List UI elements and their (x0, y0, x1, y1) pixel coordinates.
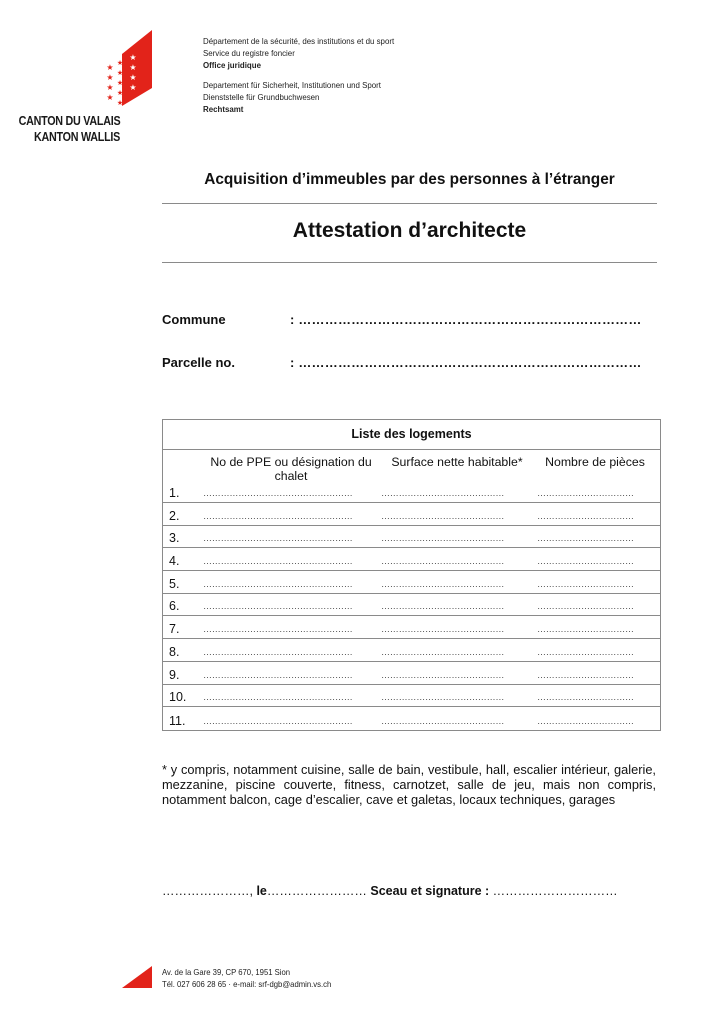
commune-label: Commune (162, 312, 226, 327)
surface-field[interactable]: …………………………………… (381, 533, 505, 544)
rooms-field[interactable]: …………………………… (537, 624, 634, 635)
svg-text:★: ★ (106, 83, 114, 92)
table-row (163, 548, 660, 571)
row-number: 5. (169, 576, 180, 591)
svg-text:★: ★ (129, 73, 137, 82)
surface-field[interactable]: …………………………………… (381, 646, 505, 657)
table-row (163, 526, 660, 549)
ppe-designation-field[interactable]: …………………………………………… (203, 533, 353, 544)
parcelle-label: Parcelle no. (162, 355, 235, 370)
surface-field[interactable]: …………………………………… (381, 715, 505, 726)
divider (162, 262, 657, 263)
footnote: * y compris, notamment cuisine, salle de bain, vestibule, hall, escalier intérieur, galerie, mezzanine, piscine couverte, fitness, carnotzet, salle de jeu, mais non compris, notamment balcon, cage d’escalier, cave et galetas, locaux techniques, garages (162, 762, 656, 807)
svg-text:★: ★ (116, 100, 124, 106)
row-number: 7. (169, 622, 180, 637)
row-number: 11. (169, 713, 186, 728)
ppe-designation-field[interactable]: …………………………………………… (203, 715, 353, 726)
surface-field[interactable]: …………………………………… (381, 692, 505, 703)
signature-line (162, 884, 657, 898)
commune-field[interactable]: : …………………………………………………………………… (290, 312, 642, 327)
svg-text:★: ★ (129, 63, 137, 72)
svg-text:★: ★ (116, 70, 124, 77)
rooms-field[interactable]: …………………………… (537, 533, 634, 544)
ppe-designation-field[interactable]: …………………………………………… (203, 488, 353, 498)
ppe-designation-field[interactable]: …………………………………………… (203, 646, 353, 657)
table-row (163, 571, 660, 594)
ppe-designation-field[interactable]: …………………………………………… (203, 669, 353, 680)
document-title: Attestation d’architecte (292, 219, 527, 242)
housing-list-table (162, 419, 661, 731)
service-de-name: Dienststelle für Grundbuchwesen (203, 92, 320, 102)
row-number: 9. (169, 667, 180, 682)
date-field[interactable]: …………………… (266, 884, 371, 898)
table-title: Liste des logements (163, 420, 660, 450)
footer-address: Av. de la Gare 39, CP 670, 1951 Sion (162, 967, 291, 977)
parcelle-field[interactable]: : …………………………………………………………………… (290, 355, 642, 370)
footer-contact: Tél. 027 606 28 65 · e-mail: srf-dgb@admin.vs.ch (162, 979, 332, 989)
logo-canton-de: KANTON WALLIS (33, 130, 120, 144)
footer-triangle-icon (122, 966, 152, 988)
svg-text:★: ★ (129, 83, 137, 92)
row-number: 10. (169, 690, 187, 705)
column-header-ppe: No de PPE ou désignation du chalet (210, 455, 372, 483)
table-row (163, 481, 660, 503)
row-number: 8. (169, 644, 180, 659)
rooms-field[interactable]: …………………………… (537, 669, 634, 680)
ppe-designation-field[interactable]: …………………………………………… (203, 556, 353, 567)
svg-text:★: ★ (106, 73, 114, 82)
surface-field[interactable]: …………………………………… (381, 601, 505, 612)
ppe-designation-field[interactable]: …………………………………………… (203, 578, 353, 589)
rooms-field[interactable]: …………………………… (537, 715, 634, 726)
svg-text:★: ★ (116, 60, 124, 67)
surface-field[interactable]: …………………………………… (381, 488, 505, 498)
date-label: le (252, 884, 267, 898)
svg-text:★: ★ (116, 90, 124, 97)
divider (162, 203, 657, 204)
svg-text:★: ★ (106, 93, 114, 102)
table-row (163, 503, 660, 526)
surface-field[interactable]: …………………………………… (381, 556, 505, 567)
svg-text:★: ★ (129, 53, 137, 62)
ppe-designation-field[interactable]: …………………………………………… (203, 601, 353, 612)
rooms-field[interactable]: …………………………… (537, 578, 634, 589)
surface-field[interactable]: …………………………………… (381, 624, 505, 635)
table-row (163, 685, 660, 708)
table-row (163, 617, 660, 640)
rooms-field[interactable]: …………………………… (537, 510, 634, 521)
surface-field[interactable]: …………………………………… (381, 669, 505, 680)
rooms-field[interactable]: …………………………… (537, 646, 634, 657)
office-de-name: Rechtsamt (203, 104, 244, 114)
table-body (163, 481, 660, 730)
row-number: 3. (169, 531, 180, 546)
rooms-field[interactable]: …………………………… (537, 488, 634, 498)
seal-signature-label: Sceau et signature : (370, 884, 490, 898)
ppe-designation-field[interactable]: …………………………………………… (203, 624, 353, 635)
table-row (163, 707, 660, 730)
column-header-rooms: Nombre de pièces (545, 455, 645, 469)
table-row (163, 662, 660, 685)
rooms-field[interactable]: …………………………… (537, 556, 634, 567)
canton-valais-logo-icon (100, 30, 152, 106)
column-header-surface: Surface nette habitable* (391, 455, 523, 469)
table-row (163, 639, 660, 662)
rooms-field[interactable]: …………………………… (537, 601, 634, 612)
svg-text:★: ★ (116, 80, 124, 87)
rooms-field[interactable]: …………………………… (537, 692, 634, 703)
row-number: 1. (169, 486, 180, 500)
department-fr-name: Département de la sécurité, des institutions et du sport (203, 36, 395, 46)
department-de-name: Departement für Sicherheit, Institutionen und Sport (203, 80, 381, 90)
logo-canton-fr: CANTON DU VALAIS (18, 114, 120, 128)
seal-signature-field[interactable]: ………………………… (489, 884, 618, 898)
surface-field[interactable]: …………………………………… (381, 510, 505, 521)
svg-text:★: ★ (106, 63, 114, 72)
row-number: 2. (169, 508, 180, 523)
row-number: 4. (169, 554, 180, 569)
surface-field[interactable]: …………………………………… (381, 578, 505, 589)
document-subtitle: Acquisition d’immeubles par des personnes à l’étranger (204, 171, 615, 188)
service-fr-name: Service du registre foncier (203, 48, 295, 58)
row-number: 6. (169, 599, 180, 614)
place-field[interactable]: …………………, (162, 884, 253, 898)
ppe-designation-field[interactable]: …………………………………………… (203, 692, 353, 703)
table-row (163, 594, 660, 617)
office-fr-name: Office juridique (203, 60, 261, 70)
ppe-designation-field[interactable]: …………………………………………… (203, 510, 353, 521)
